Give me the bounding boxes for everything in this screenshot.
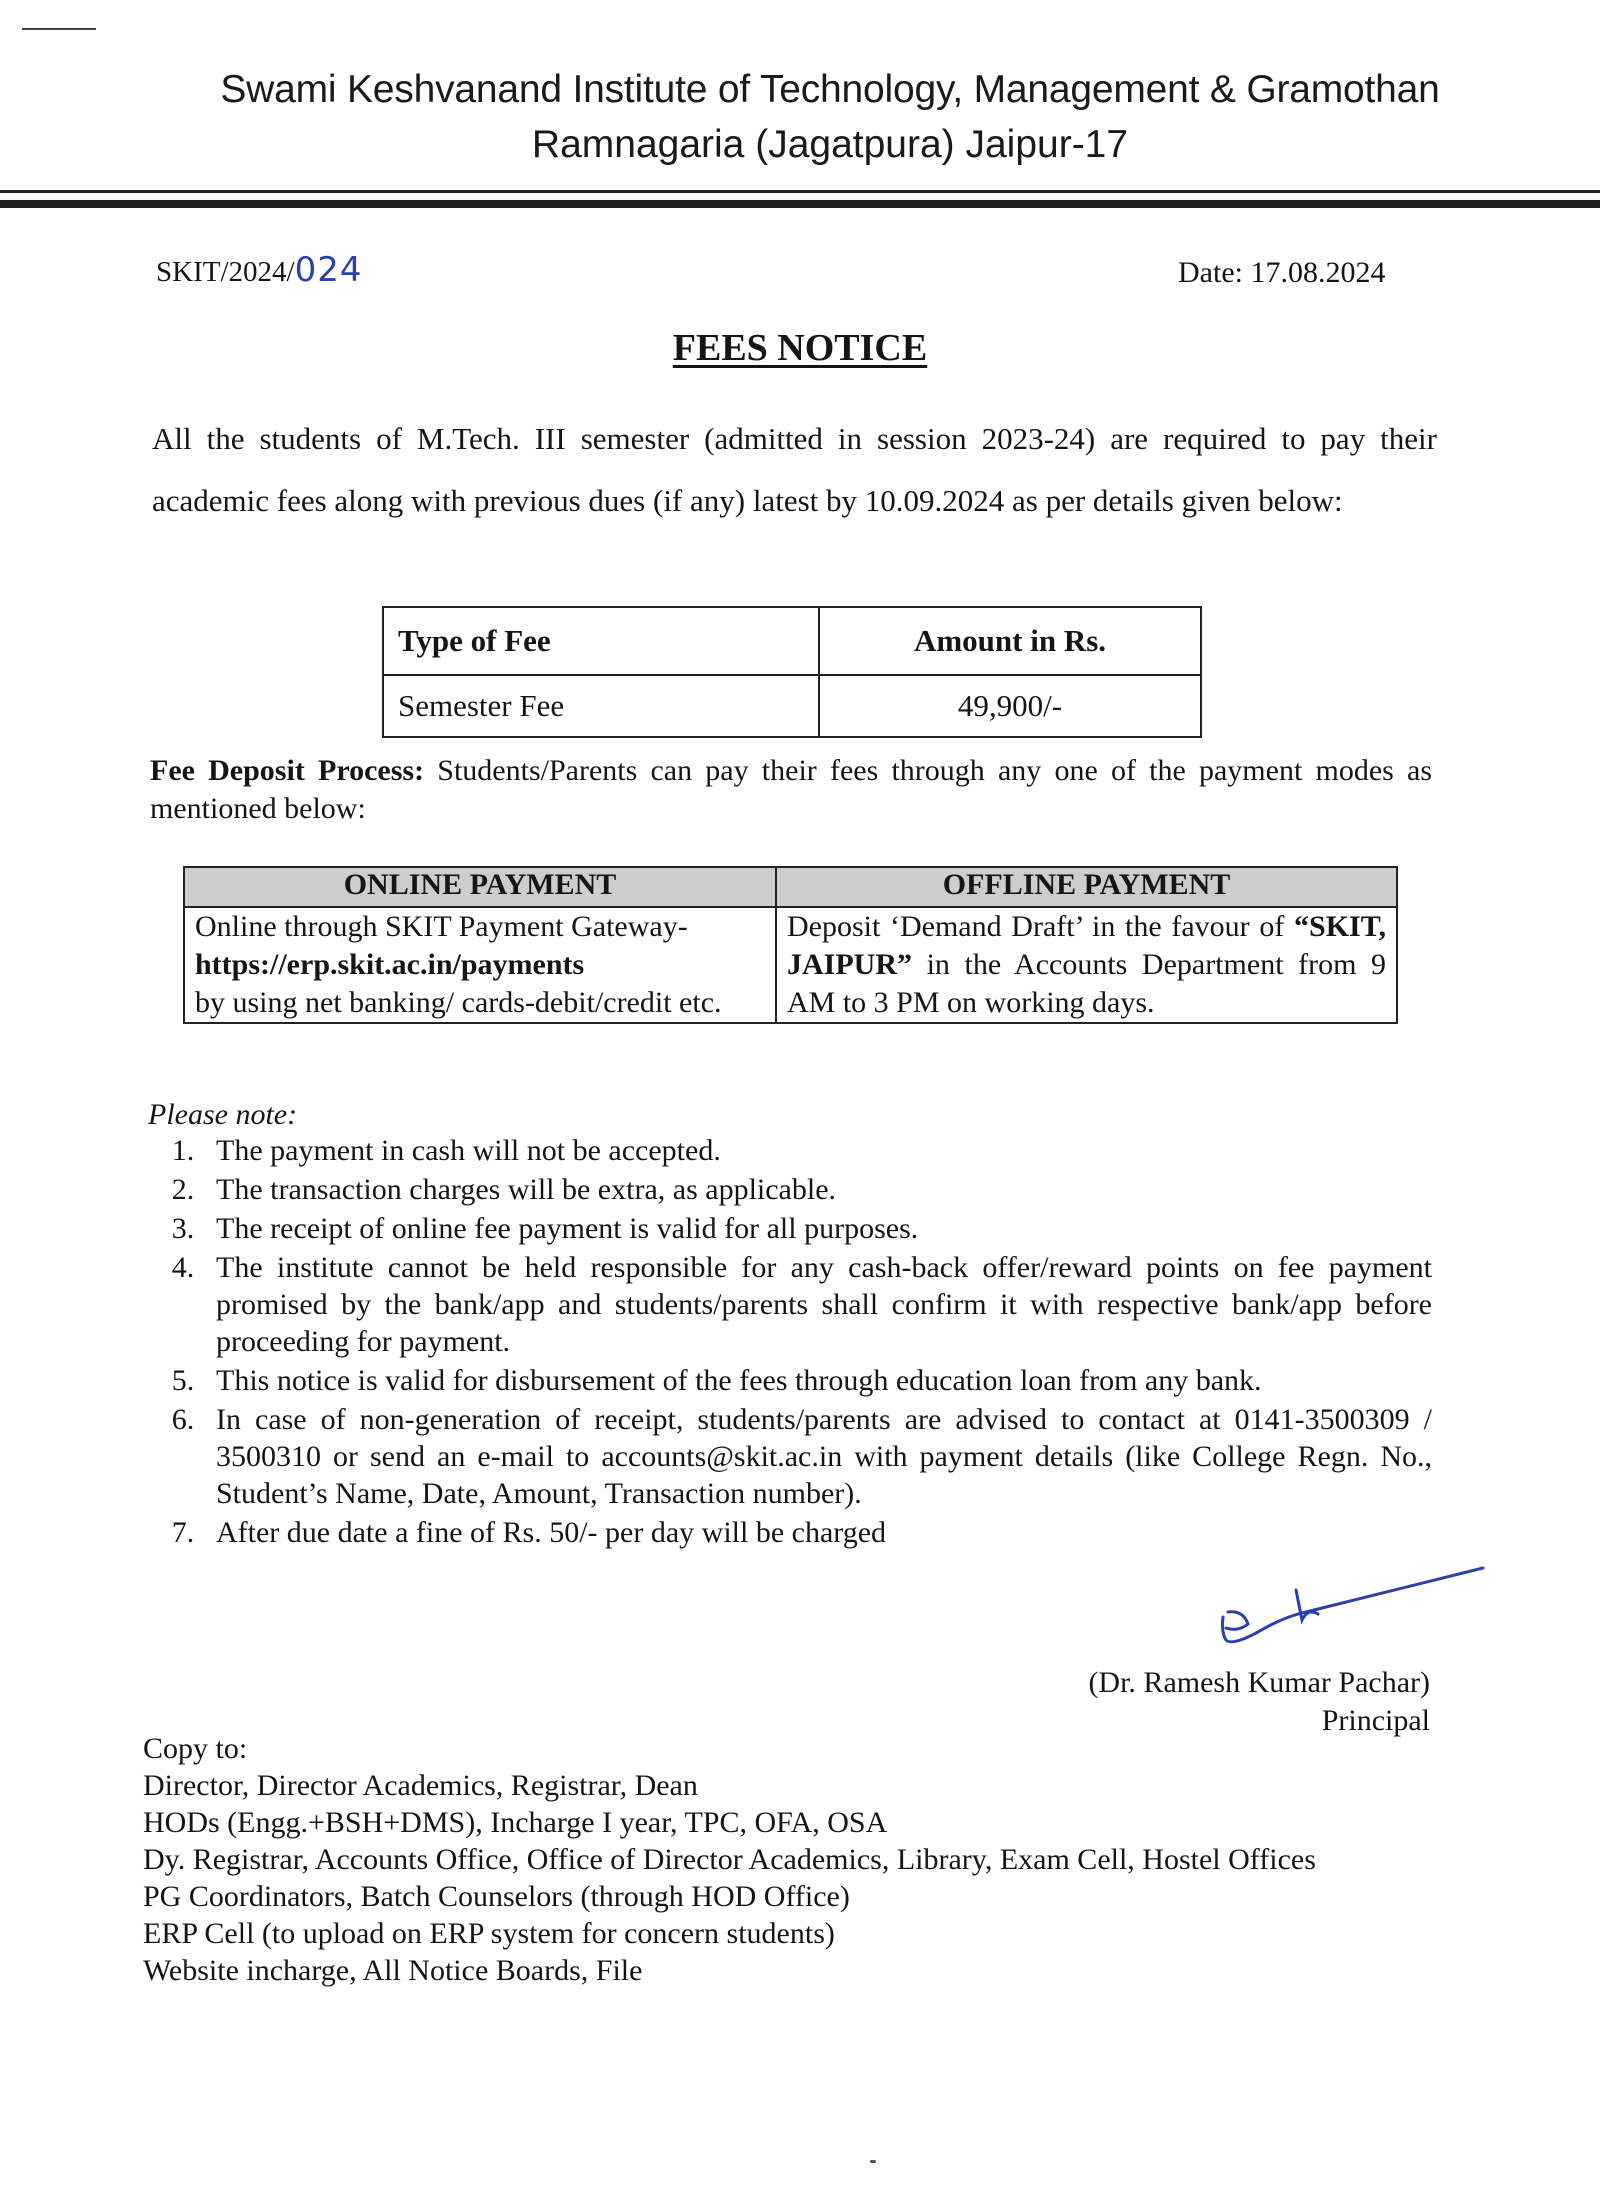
list-item: Dy. Registrar, Accounts Office, Office of Director Academics, Library, Exam Cell, Hostel Offices xyxy=(143,1843,1316,1876)
corner-mark xyxy=(22,28,96,30)
note-number: 7. xyxy=(171,1516,195,1549)
table-row xyxy=(383,675,1201,737)
note-number: 4. xyxy=(171,1251,195,1284)
deposit-label: Fee Deposit Process: xyxy=(150,754,425,787)
list-item: PG Coordinators, Batch Counselors (through HOD Office) xyxy=(143,1880,850,1913)
notice-date: Date: 17.08.2024 xyxy=(1178,256,1386,289)
reference-number xyxy=(156,250,362,290)
list-item: Director, Director Academics, Registrar, Dean xyxy=(143,1769,698,1802)
fee-amount-cell: 49,900/- xyxy=(819,675,1201,737)
fee-table-header-row xyxy=(383,607,1201,675)
list-item: ERP Cell (to upload on ERP system for concern students) xyxy=(143,1917,835,1950)
list-item xyxy=(150,1362,1432,1399)
signatory-designation: Principal xyxy=(1321,1704,1430,1737)
notes-list xyxy=(150,1132,1432,1553)
offline-text-2: in the Accounts Department from 9 AM to 3 PM on working days. xyxy=(787,948,1387,1019)
list-item xyxy=(150,1210,1432,1247)
payment-gateway-link[interactable]: https://erp.skit.ac.in/payments xyxy=(195,948,585,981)
note-text: The transaction charges will be extra, as applicable. xyxy=(216,1173,837,1206)
deposit-process xyxy=(150,752,1432,828)
reference-prefix: SKIT/2024/ xyxy=(156,256,295,288)
signatory-name: (Dr. Ramesh Kumar Pachar) xyxy=(1088,1666,1430,1699)
copy-to-heading: Copy to: xyxy=(143,1732,248,1765)
offline-text-1: Deposit ‘Demand Draft’ in the favour of xyxy=(787,910,1285,943)
note-text: The institute cannot be held responsible for any cash-back offer/reward points on fee payment promised by the bank/app and students/parents shall confirm it with respective bank/app before proceeding for payment. xyxy=(216,1251,1432,1358)
note-number: 2. xyxy=(171,1173,195,1206)
offline-payment-header: OFFLINE PAYMENT xyxy=(776,867,1397,907)
note-text: The receipt of online fee payment is valid for all purposes. xyxy=(216,1212,919,1245)
list-item: Website incharge, All Notice Boards, File xyxy=(143,1954,643,1987)
list-item xyxy=(150,1249,1432,1360)
online-text-1: Online through SKIT Payment Gateway- xyxy=(195,910,688,943)
note-number: 5. xyxy=(171,1364,195,1397)
scan-speck xyxy=(870,2160,876,2163)
note-text: In case of non-generation of receipt, students/parents are advised to contact at 0141-3500309 / 3500310 or send an e-mail to accounts@skit.ac.in with payment details (like College Regn. No., Student’s Name, Date, Amount, Transaction number). xyxy=(216,1403,1432,1510)
online-payment-cell xyxy=(184,907,776,1023)
fee-type-header: Type of Fee xyxy=(383,607,819,675)
institute-address: Ramnagaria (Jagatpura) Jaipur-17 xyxy=(531,123,1129,166)
copy-to-list xyxy=(143,1730,1443,1989)
principal-signature xyxy=(1218,1562,1488,1662)
note-number: 3. xyxy=(171,1212,195,1245)
header-rule-thin xyxy=(0,190,1600,193)
intro-paragraph: All the students of M.Tech. III semester (admitted in session 2023-24) are required to pay their academic fees along with previous dues (if any) latest by 10.09.2024 as per details given below: xyxy=(152,421,1437,518)
fee-table xyxy=(382,606,1202,738)
note-text: This notice is valid for disbursement of the fees through education loan from any bank. xyxy=(216,1364,1262,1397)
notice-title: FEES NOTICE xyxy=(672,327,928,369)
online-payment-header: ONLINE PAYMENT xyxy=(184,867,776,907)
notice-title-wrap xyxy=(0,326,1600,370)
list-item xyxy=(150,1514,1432,1551)
note-text: After due date a fine of Rs. 50/- per day will be charged xyxy=(216,1516,887,1549)
payment-table xyxy=(183,866,1398,1024)
list-item: HODs (Engg.+BSH+DMS), Incharge I year, TPC, OFA, OSA xyxy=(143,1806,888,1839)
payment-header-row xyxy=(184,867,1397,907)
online-text-2: by using net banking/ cards-debit/credit etc. xyxy=(195,986,722,1019)
notes-heading: Please note: xyxy=(148,1098,298,1131)
offline-payment-cell xyxy=(776,907,1397,1023)
table-row xyxy=(184,907,1397,1023)
deposit-text: Students/Parents can pay their fees through any one of the payment modes as mentioned below: xyxy=(150,754,1432,825)
list-item xyxy=(150,1171,1432,1208)
header-rule-thick xyxy=(0,200,1600,208)
note-text: The payment in cash will not be accepted. xyxy=(216,1134,721,1167)
fee-type-cell: Semester Fee xyxy=(383,675,819,737)
list-item xyxy=(150,1132,1432,1169)
fee-amount-header: Amount in Rs. xyxy=(819,607,1201,675)
institute-name: Swami Keshvanand Institute of Technology, Management & Gramothan xyxy=(220,68,1440,111)
note-number: 1. xyxy=(171,1134,195,1167)
note-number: 6. xyxy=(171,1403,195,1436)
handwritten-reference: 024 xyxy=(294,250,363,290)
offline-payee: “SKIT, JAIPUR” xyxy=(787,910,1387,981)
list-item xyxy=(150,1401,1432,1512)
